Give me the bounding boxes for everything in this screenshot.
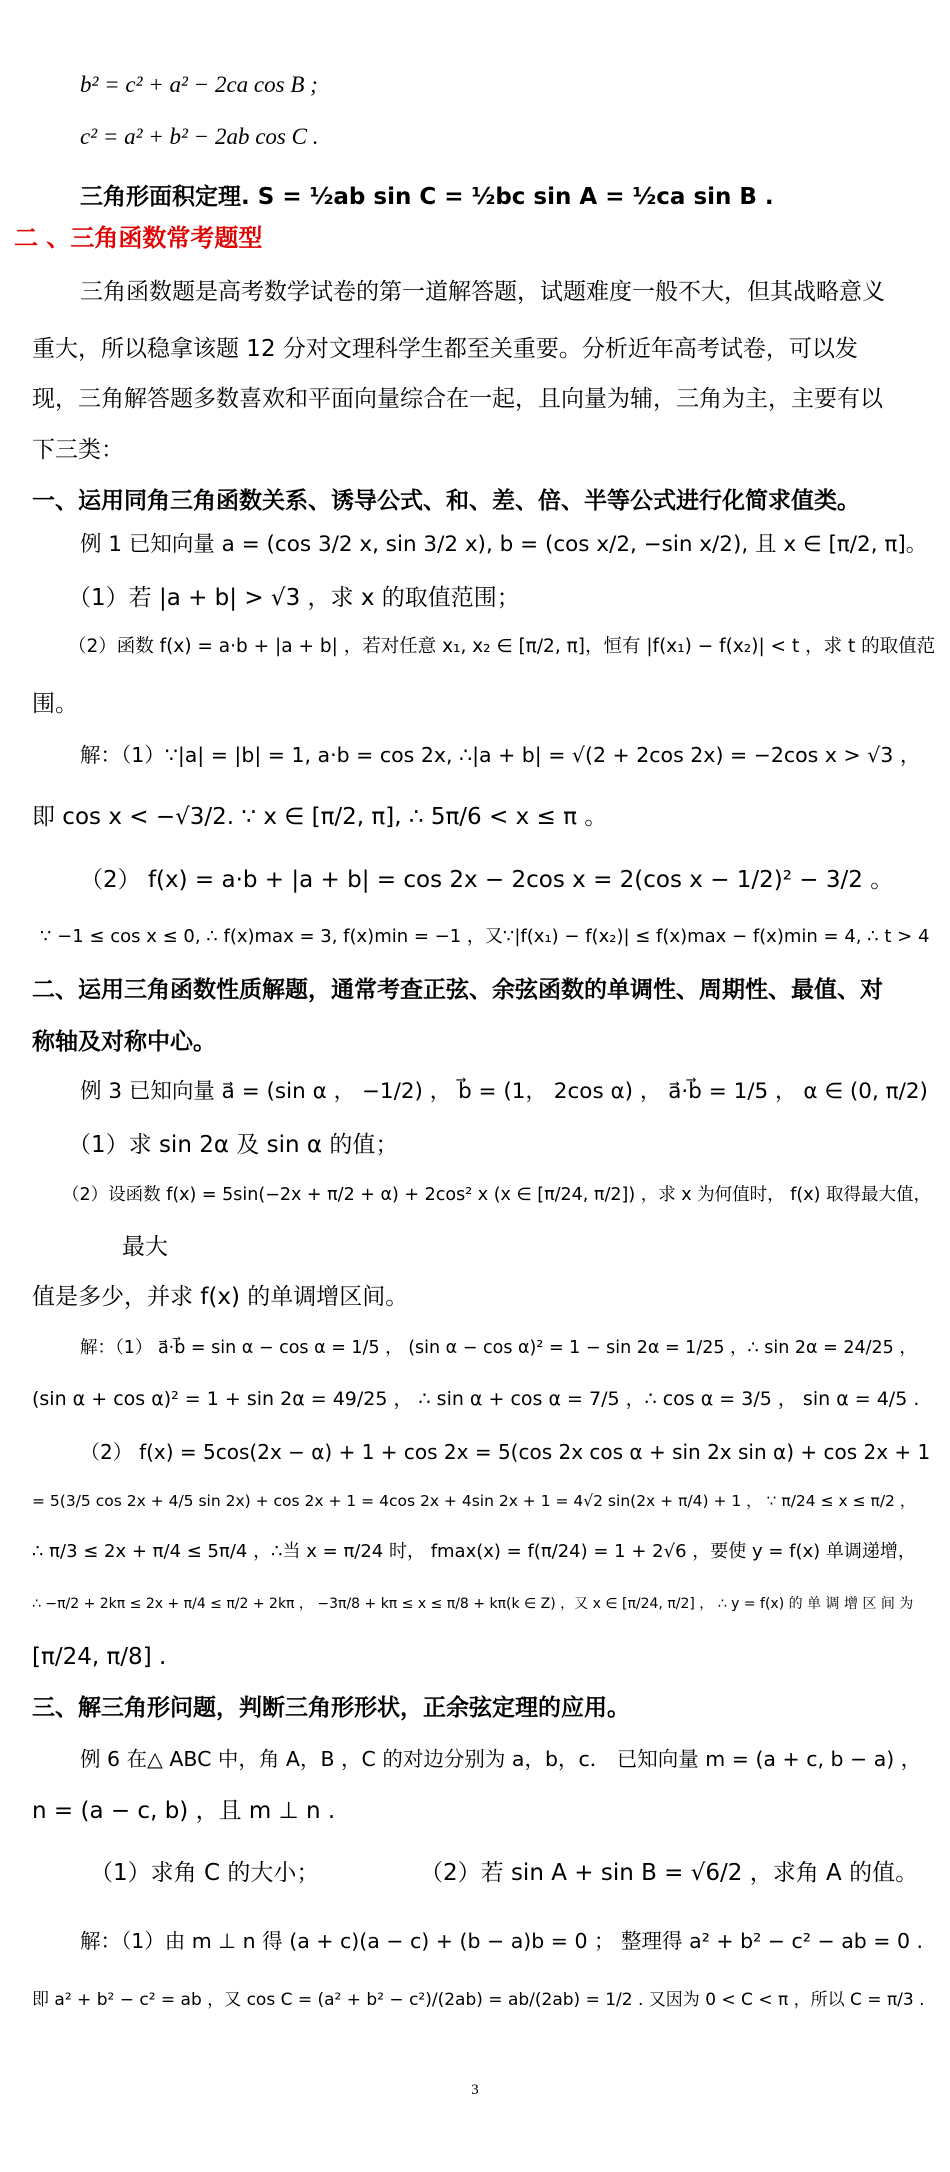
- example-3-part-2: （2）设函数 f(x) = 5sin(−2x + π/2 + α) + 2cos² x (x ∈ [π/24, π/2]) ，求 x 为何值时， f(x) 取得最大值，: [62, 1185, 931, 1205]
- example-6-solution-1-cont: 即 a² + b² − c² = ab ，又 cos C = (a² + b² − c²)/(2ab) = ab/(2ab) = 1/2 . 又因为 0 < C < π ，所以 C = π/3 .: [32, 1990, 925, 2010]
- example-1-solution-1: 解：（1）∵|a| = |b| = 1, a·b = cos 2x, ∴|a + b| = √(2 + 2cos 2x) = −2cos x > √3 ，: [80, 743, 921, 767]
- category-1-heading: 一、运用同角三角函数关系、诱导公式、和、差、倍、半等公式进行化简求值类。: [32, 488, 860, 514]
- law-of-cosines-b: b² = c² + a² − 2ca cos B ;: [80, 72, 318, 97]
- page-number: 3: [471, 2082, 479, 2098]
- example-1-part-2-cont: 围。: [32, 691, 78, 717]
- example-3-solution-2-max: ∴ π/3 ≤ 2x + π/4 ≤ 5π/4 ，∴当 x = π/24 时， fmax(x) = f(π/24) = 1 + 2√6 ，要使 y = f(x) 单调递增，: [32, 1541, 916, 1562]
- example-3-solution-1: 解：（1） a⃗·b⃗ = sin α − cos α = 1/5 ， (sin α − cos α)² = 1 − sin 2α = 1/25 ，∴ sin 2α = 24/25 ，: [80, 1338, 917, 1358]
- example-1-solution-1-result: 即 cos x < −√3/2. ∵ x ∈ [π/2, π], ∴ 5π/6 < x ≤ π 。: [32, 804, 608, 830]
- triangle-area-theorem: 三角形面积定理. S = ½ab sin C = ½bc sin A = ½ca sin B .: [80, 184, 774, 210]
- example-3-solution-2-answer: [π/24, π/8] .: [32, 1644, 167, 1670]
- law-of-cosines-c: c² = a² + b² − 2ab cos C .: [80, 124, 319, 149]
- example-3-part-1: （1）求 sin 2α 及 sin α 的值；: [68, 1132, 399, 1158]
- example-6-part-1: （1）求角 C 的大小；: [90, 1860, 320, 1886]
- intro-line-4: 下三类：: [32, 437, 124, 463]
- example-1-statement: 例 1 已知向量 a = (cos 3/2 x, sin 3/2 x), b = (cos x/2, −sin x/2), 且 x ∈ [π/2, π]。: [80, 532, 928, 557]
- example-3-solution-2: （2） f(x) = 5cos(2x − α) + 1 + cos 2x = 5(cos 2x cos α + sin 2x sin α) + cos 2x + 1: [80, 1440, 931, 1464]
- example-3-solution-1-cont: (sin α + cos α)² = 1 + sin 2α = 49/25 ， ∴ sin α + cos α = 7/5 ，∴ cos α = 3/5 ， sin α = 4/5 .: [32, 1388, 920, 1410]
- example-3-statement: 例 3 已知向量 a⃗ = (sin α ， −1/2) ， b⃗ = (1， 2cos α) ， a⃗·b⃗ = 1/5 ， α ∈ (0, π/2): [80, 1079, 928, 1104]
- intro-line-1: 三角函数题是高考数学试卷的第一道解答题，试题难度一般不大，但其战略意义: [80, 279, 885, 305]
- example-1-solution-2: （2） f(x) = a·b + |a + b| = cos 2x − 2cos x = 2(cos x − 1/2)² − 3/2 。: [80, 867, 894, 893]
- example-1-part-2: （2）函数 f(x) = a·b + |a + b| ，若对任意 x₁, x₂ ∈ [π/2, π]，恒有 |f(x₁) − f(x₂)| < t ，求 t 的取值范: [68, 636, 936, 657]
- intro-line-3: 现，三角解答题多数喜欢和平面向量综合在一起，且向量为辅，三角为主，主要有以: [32, 386, 883, 412]
- example-6-part-2: （2）若 sin A + sin B = √6/2 ，求角 A 的值。: [420, 1860, 919, 1886]
- example-3-solution-2-step: = 5(3/5 cos 2x + 4/5 sin 2x) + cos 2x + 1 = 4cos 2x + 4sin 2x + 1 = 4√2 sin(2x + π/4) + 1 ， ∵ π/24 ≤ x ≤ π/2 ，: [32, 1492, 916, 1510]
- example-6-solution-1: 解：（1）由 m ⊥ n 得 (a + c)(a − c) + (b − a)b = 0 ； 整理得 a² + b² − c² − ab = 0 .: [80, 1929, 924, 1953]
- example-3-solution-2-interval: ∴ −π/2 + 2kπ ≤ 2x + π/4 ≤ π/2 + 2kπ ， −3π/8 + kπ ≤ x ≤ π/8 + kπ(k ∈ Z) ，又 x ∈ [π/24, π/2] ， ∴ y = f(x) 的 单 调 增 区 间 为: [32, 1596, 914, 1612]
- example-3-part-2-cont: 值是多少，并求 f(x) 的单调增区间。: [32, 1284, 409, 1310]
- example-1-solution-2-result: ∵ −1 ≤ cos x ≤ 0, ∴ f(x)max = 3, f(x)min = −1 ，又∵|f(x₁) − f(x₂)| ≤ f(x)max − f(x)min = 4, ∴ t > 4: [40, 926, 930, 947]
- category-3-heading: 三、解三角形问题，判断三角形形状，正余弦定理的应用。: [32, 1695, 630, 1721]
- category-2-heading: 二、运用三角函数性质解题，通常考查正弦、余弦函数的单调性、周期性、最值、对: [32, 977, 883, 1003]
- example-6-statement-cont: n = (a − c, b) ，且 m ⊥ n .: [32, 1798, 336, 1824]
- category-2-heading-cont: 称轴及对称中心。: [32, 1029, 216, 1055]
- example-6-statement: 例 6 在△ ABC 中，角 A，B ，C 的对边分别为 a，b，c． 已知向量 m = (a + c, b − a) ，: [80, 1747, 922, 1771]
- example-1-part-1: （1）若 |a + b| > √3 ，求 x 的取值范围；: [68, 585, 520, 611]
- section-heading: 二 、三角函数常考题型: [14, 224, 263, 252]
- intro-line-2: 重大，所以稳拿该题 12 分对文理科学生都至关重要。分析近年高考试卷，可以发: [32, 336, 858, 362]
- example-3-part-2-wrap: 最大: [122, 1234, 168, 1260]
